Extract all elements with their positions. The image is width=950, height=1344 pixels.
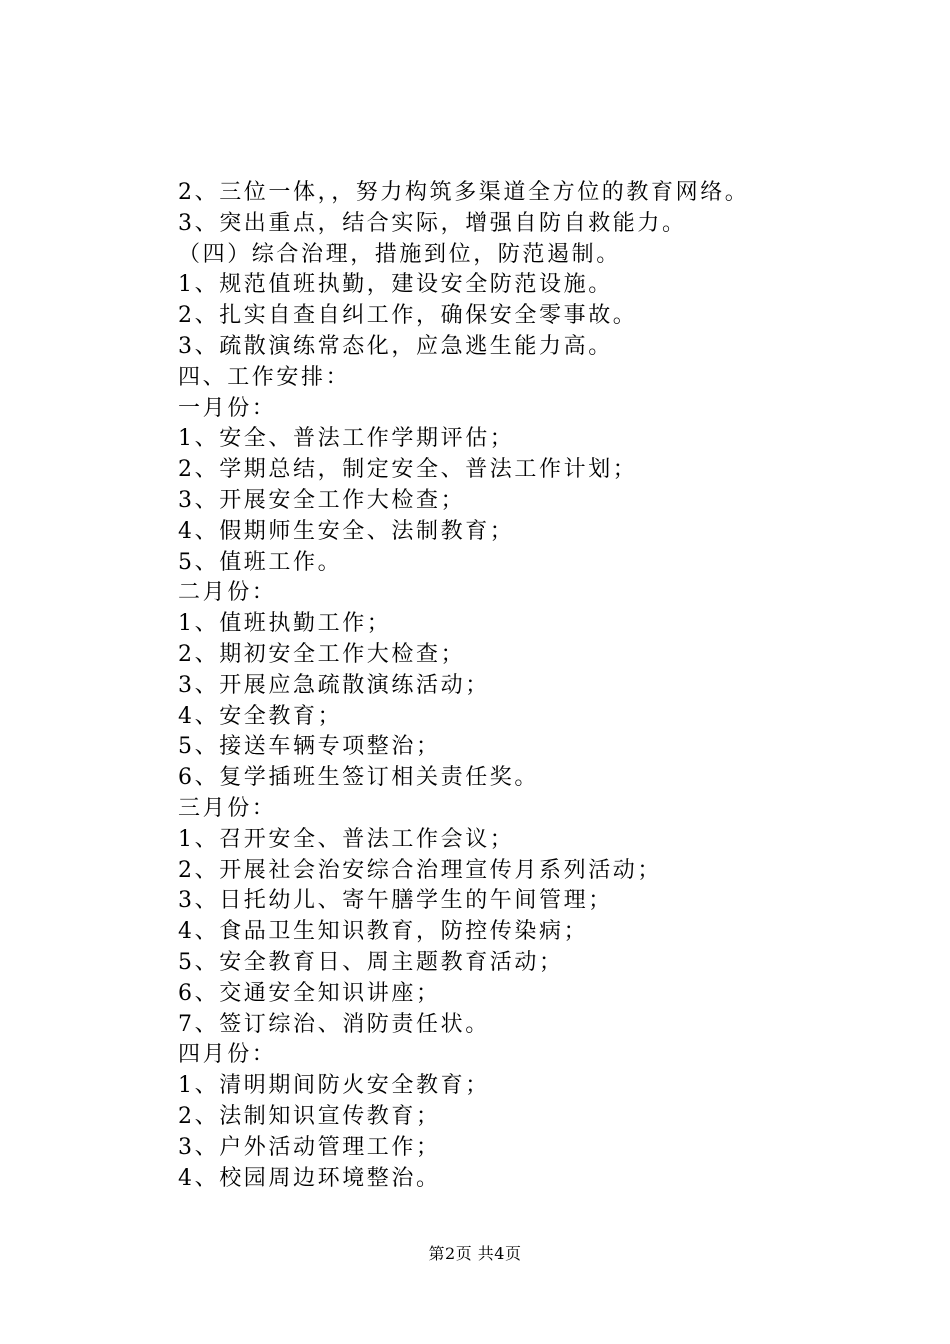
- text-line: 2、期初安全工作大检查；: [178, 641, 466, 667]
- document-body: [178, 178, 818, 1194]
- text-line: 4、食品卫生知识教育，防控传染病；: [178, 919, 589, 945]
- text-line: 6、交通安全知识讲座；: [178, 980, 441, 1006]
- text-line: 3、开展应急疏散演练活动；: [178, 672, 490, 698]
- section-heading: 四、工作安排：: [178, 364, 351, 390]
- month-heading: 一月份：: [178, 395, 277, 421]
- text-line: 7、签订综治、消防责任状。: [178, 1011, 490, 1037]
- text-line: 5、接送车辆专项整治；: [178, 734, 441, 760]
- text-line: 3、突出重点，结合实际，增强自防自救能力。: [178, 210, 687, 236]
- month-heading: 四月份：: [178, 1042, 277, 1068]
- text-line: 2、扎实自查自纠工作，确保安全零事故。: [178, 303, 638, 329]
- page-footer: [0, 1243, 950, 1265]
- text-line: 3、日托幼儿、寄午膳学生的午间管理；: [178, 888, 613, 914]
- text-line: 2、法制知识宣传教育；: [178, 1103, 441, 1129]
- text-line: 1、值班执勤工作；: [178, 611, 392, 637]
- text-line: 1、规范值班执勤，建设安全防范设施。: [178, 272, 613, 298]
- text-line: 3、疏散演练常态化，应急逃生能力高。: [178, 333, 613, 359]
- month-heading: 三月份：: [178, 795, 277, 821]
- text-line: 1、清明期间防火安全教育；: [178, 1073, 490, 1099]
- text-line: 2、三位一体，，努力构筑多渠道全方位的教育网络。: [178, 180, 750, 205]
- text-line: 2、学期总结，制定安全、普法工作计划；: [178, 457, 638, 483]
- text-line: 2、开展社会治安综合治理宣传月系列活动；: [178, 857, 662, 883]
- text-line: 3、户外活动管理工作；: [178, 1134, 441, 1160]
- page-number-label: 第2页 共4页: [428, 1244, 522, 1263]
- text-line: 1、召开安全、普法工作会议；: [178, 826, 515, 852]
- text-line: 1、安全、普法工作学期评估；: [178, 426, 515, 452]
- text-line: 4、假期师生安全、法制教育；: [178, 518, 515, 544]
- text-line: 5、安全教育日、周主题教育活动；: [178, 949, 564, 975]
- section-heading: （四）综合治理，措施到位，防范遏制。: [178, 241, 621, 267]
- text-line: 3、开展安全工作大检查；: [178, 487, 466, 513]
- text-line: 5、值班工作。: [178, 549, 343, 575]
- text-line: 6、复学插班生签订相关责任奖。: [178, 765, 539, 791]
- month-heading: 二月份：: [178, 580, 277, 606]
- text-line: 4、安全教育；: [178, 703, 343, 729]
- text-line: 4、校园周边环境整治。: [178, 1165, 441, 1191]
